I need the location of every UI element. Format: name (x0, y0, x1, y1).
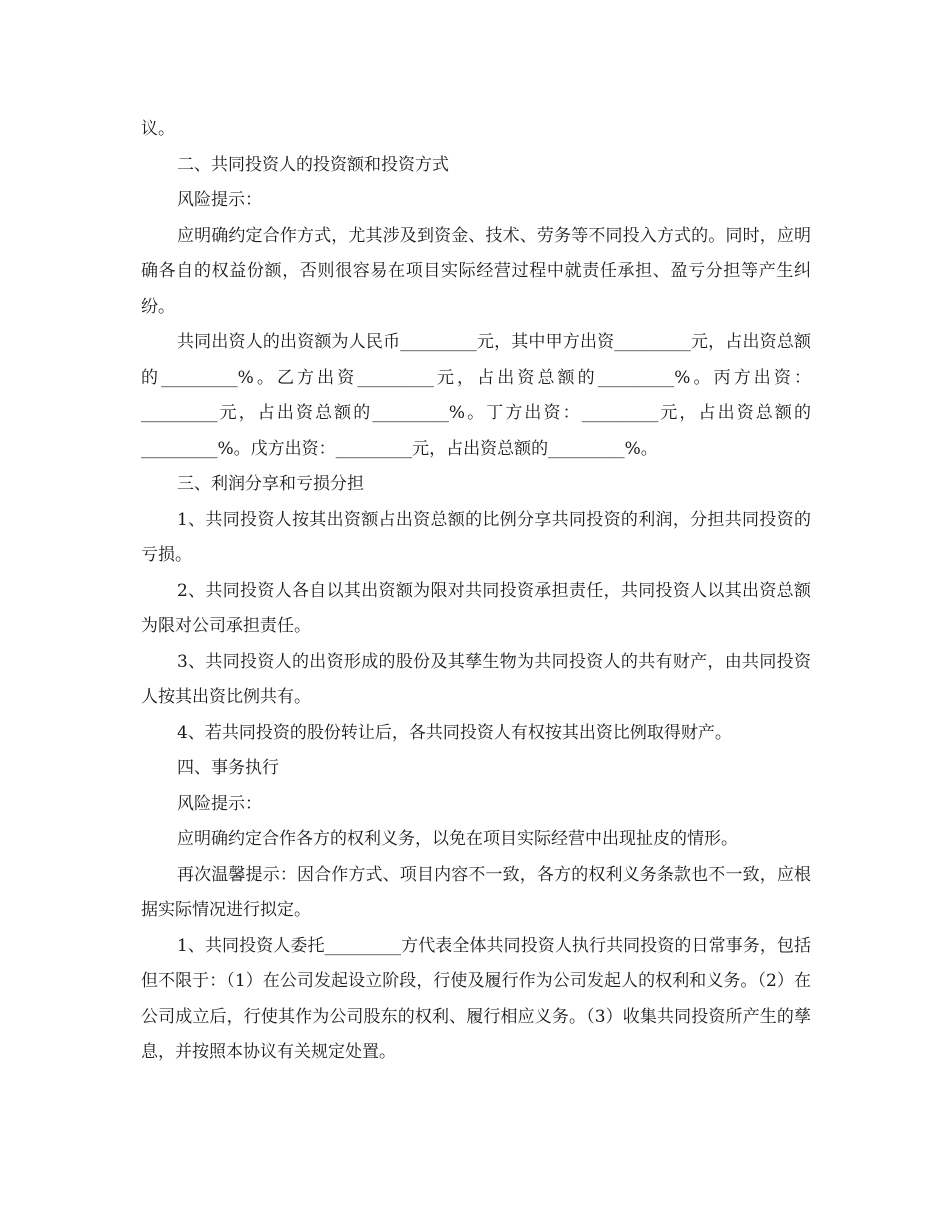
paragraph: 1、共同投资人按其出资额占出资总额的比例分享共同投资的利润，分担共同投资的亏损。 (141, 509, 811, 565)
section-heading: 三、利润分享和亏损分担 (177, 474, 364, 494)
paragraph: 1、共同投资人委托_________方代表全体共同投资人执行共同投资的日常事务，包括但不限于：（1）在公司发起设立阶段，行使及履行作为公司发起人的权利和义务。（2）在公司成立后，行使其作为公司股东的权利、履行相应义务。（3）收集共同投资所产生的孳息，并按照本协议有关规定处置。 (141, 935, 811, 1062)
document-body (141, 112, 811, 1071)
paragraph: 共同出资人的出资额为人民币_________元，其中甲方出资_________元，占出资总额的_________%。乙方出资_________元，占出资总额的_________%。丙方出资：_________元，占出资总额的_________%。丁方出资：_________元，占出资总额的_________%。戊方出资：_________元，占出资总额的_________%。 (141, 332, 811, 459)
section-heading: 四、事务执行 (177, 758, 279, 778)
paragraph: 3、共同投资人的出资形成的股份及其孳生物为共同投资人的共有财产，由共同投资人按其出资比例共有。 (141, 651, 811, 707)
paragraph: 议。 (141, 119, 175, 139)
paragraph: 4、若共同投资的股份转让后，各共同投资人有权按其出资比例取得财产。 (177, 722, 732, 743)
paragraph: 2、共同投资人各自以其出资额为限对共同投资承担责任，共同投资人以其出资总额为限对公司承担责任。 (141, 580, 811, 636)
risk-note-label: 风险提示： (177, 190, 262, 210)
paragraph: 应明确约定合作方式，尤其涉及到资金、技术、劳务等不同投入方式的。同时，应明确各自的权益份额，否则很容易在项目实际经营过程中就责任承担、盈亏分担等产生纠纷。 (141, 225, 811, 317)
section-heading: 二、共同投资人的投资额和投资方式 (177, 154, 449, 175)
risk-note-label: 风险提示： (177, 793, 262, 814)
paragraph: 应明确约定合作各方的权利义务，以免在项目实际经营中出现扯皮的情形。 (177, 829, 738, 849)
paragraph: 再次温馨提示：因合作方式、项目内容不一致，各方的权利义务条款也不一致，应根据实际情况进行拟定。 (141, 864, 811, 920)
